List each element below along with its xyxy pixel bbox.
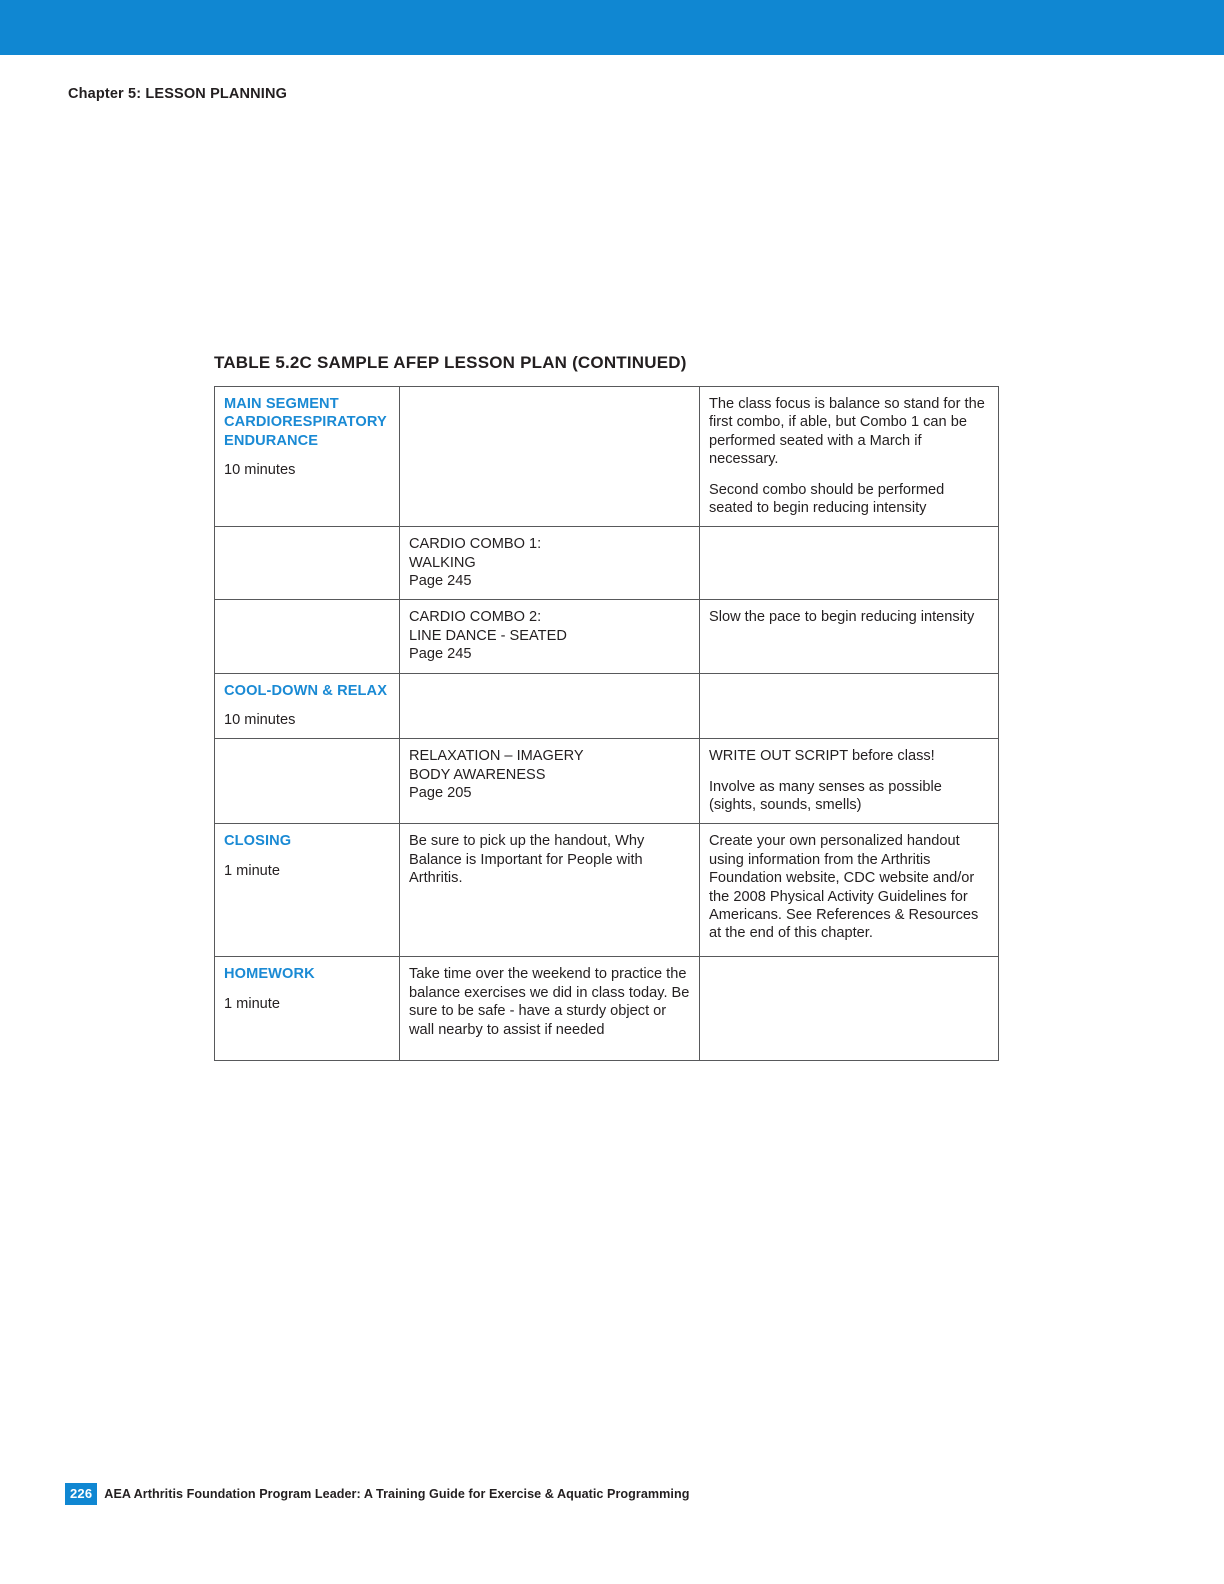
- activity-line: Be sure to pick up the handout, Why Balance is Important for People with Arthritis.: [409, 833, 645, 887]
- notes-cell: [700, 673, 999, 739]
- footer-title: AEA Arthritis Foundation Program Leader: A Training Guide for Exercise & Aquatic Programming: [104, 1487, 690, 1501]
- activity-line: LINE DANCE - SEATED: [409, 627, 567, 644]
- table-row: [215, 957, 999, 1061]
- activity-line: Page 205: [409, 785, 472, 801]
- notes-cell: [700, 739, 999, 824]
- activity-cell: [400, 387, 700, 527]
- segment-cell: [215, 527, 400, 600]
- segment-duration: 10 minutes: [224, 462, 296, 479]
- activity-line: CARDIO COMBO 1:: [409, 536, 542, 553]
- activity-cell: [400, 957, 700, 1061]
- activity-cell: [400, 600, 700, 673]
- segment-title: HOMEWORK: [224, 966, 315, 983]
- notes-cell: [700, 527, 999, 600]
- activity-line: WALKING: [409, 554, 476, 571]
- segment-cell: [215, 387, 400, 527]
- page-footer: [65, 1483, 689, 1505]
- lesson-plan-table: [214, 386, 999, 1061]
- segment-cell: [215, 673, 400, 739]
- note-paragraph: Slow the pace to begin reducing intensity: [709, 609, 975, 626]
- lesson-plan-table-block: [214, 353, 998, 1061]
- table-title: TABLE 5.2C SAMPLE AFEP LESSON PLAN (CONTINUED): [214, 353, 687, 372]
- segment-duration: 1 minute: [224, 862, 280, 879]
- activity-cell: [400, 824, 700, 957]
- activity-line: Page 245: [409, 573, 472, 589]
- activity-cell: [400, 739, 700, 824]
- segment-duration: 1 minute: [224, 995, 280, 1012]
- note-paragraph: Create your own personalized handout using information from the Arthritis Foundation website, CDC website and/or the 2008 Physical Activity Guidelines for Americans. See References & Resources at the end of this chapter.: [709, 833, 979, 942]
- segment-title: MAIN SEGMENT CARDIORESPIRATORY ENDURANCE: [224, 396, 387, 449]
- table-row: [215, 739, 999, 824]
- segment-title: COOL-DOWN & RELAX: [224, 682, 388, 699]
- segment-cell: [215, 824, 400, 957]
- notes-cell: [700, 387, 999, 527]
- note-paragraph: The class focus is balance so stand for the first combo, if able, but Combo 1 can be performed seated with a March if necessary.: [709, 396, 985, 468]
- segment-duration: 10 minutes: [224, 711, 296, 728]
- segment-cell: [215, 739, 400, 824]
- segment-title: CLOSING: [224, 833, 292, 850]
- activity-line: RELAXATION – IMAGERY: [409, 748, 584, 765]
- table-row: [215, 824, 999, 957]
- note-paragraph: Involve as many senses as possible (sights, sounds, smells): [709, 778, 942, 813]
- page-number-badge: 226: [65, 1483, 97, 1505]
- table-row: [215, 527, 999, 600]
- activity-cell: [400, 673, 700, 739]
- table-row: [215, 387, 999, 527]
- top-accent-band: [0, 0, 1224, 55]
- activity-line: Take time over the weekend to practice the balance exercises we did in class today. Be sure to be safe - have a sturdy object or wall nearby to assist if needed: [409, 966, 690, 1038]
- notes-cell: [700, 957, 999, 1061]
- table-row: [215, 600, 999, 673]
- activity-line: CARDIO COMBO 2:: [409, 609, 542, 626]
- table-row: [215, 673, 999, 739]
- note-paragraph: Second combo should be performed seated to begin reducing intensity: [709, 481, 945, 516]
- running-head: Chapter 5: LESSON PLANNING: [68, 86, 288, 102]
- activity-cell: [400, 527, 700, 600]
- segment-cell: [215, 957, 400, 1061]
- note-paragraph: WRITE OUT SCRIPT before class!: [709, 748, 935, 765]
- notes-cell: [700, 824, 999, 957]
- segment-cell: [215, 600, 400, 673]
- activity-line: BODY AWARENESS: [409, 766, 546, 783]
- notes-cell: [700, 600, 999, 673]
- activity-line: Page 245: [409, 646, 472, 663]
